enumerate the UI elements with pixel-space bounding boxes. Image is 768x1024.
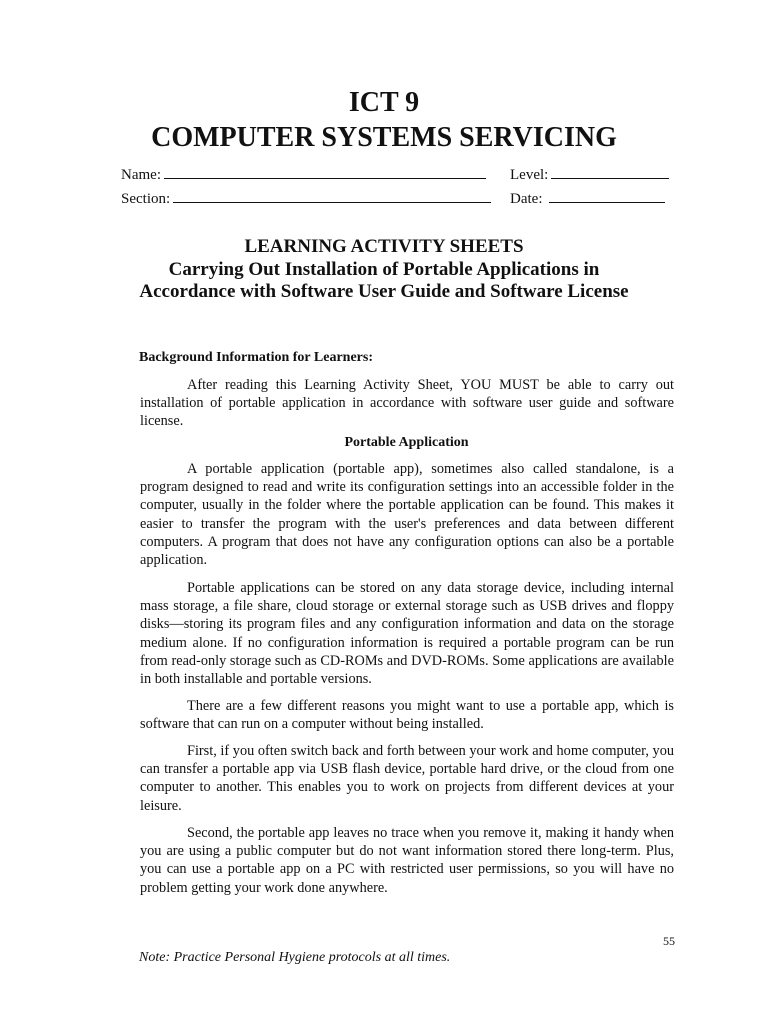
paragraph-second-reason: Second, the portable app leaves no trace when you remove it, making it handy when you are using a public computer but do not want information stored there long-term. Plus, you can use a portable app on a PC with restricted user permissions, so you will have no problem getting your work done anywhere.: [140, 825, 674, 896]
section-title: Portable Application: [344, 435, 469, 450]
background-intro-paragraph: After reading this Learning Activity Sheet, YOU MUST be able to carry out installation of portable application in accordance with software user guide and software license.: [140, 377, 674, 430]
date-field: [510, 189, 665, 208]
name-field: [121, 165, 486, 184]
document-subject: COMPUTER SYSTEMS SERVICING: [151, 122, 617, 153]
paragraph-storage: Portable applications can be stored on any data storage device, including internal mass storage, a file share, cloud storage or external storage such as USB drives and floppy disks—storing its program files and any configuration information and data on the storage medium alone. If no configuration information is required a portable program can be run from read-only storage such as CD-ROMs and DVD-ROMs. Some applications are available in both installable and portable versions.: [140, 580, 674, 688]
level-field: [510, 165, 669, 184]
activity-heading: LEARNING ACTIVITY SHEETS: [244, 236, 524, 257]
document-title: ICT 9: [348, 87, 420, 118]
level-blank-line: [551, 165, 669, 179]
section-blank-line: [173, 189, 491, 203]
background-label: Background Information for Learners:: [139, 350, 373, 365]
footer-note: Note: Practice Personal Hygiene protocols at all times.: [139, 950, 451, 965]
section-field: [121, 189, 491, 208]
activity-heading-block: [0, 236, 768, 304]
date-label: Date:: [510, 191, 543, 207]
paragraph-definition: A portable application (portable app), sometimes also called standalone, is a program designed to read and write its configuration settings into an accessible folder in the computer, usually in the folder where the portable application can be found. This makes it easier to transfer the program with the user's preferences and data between different computers. A program that does not have any configuration options can also be a portable application.: [140, 461, 674, 569]
level-label: Level:: [510, 167, 549, 183]
paragraph-reasons: There are a few different reasons you might want to use a portable app, which is software that can run on a computer without being installed.: [140, 698, 674, 733]
date-blank-line: [549, 189, 665, 203]
page-number: 55: [663, 934, 675, 948]
name-blank-line: [164, 165, 486, 179]
name-label: Name:: [121, 167, 161, 183]
activity-subtitle: Carrying Out Installation of Portable Applications in Accordance with Software User Guide and Software License: [139, 258, 629, 302]
paragraph-first-reason: First, if you often switch back and forth between your work and home computer, you can transfer a portable app via USB flash device, portable hard drive, or the cloud from one computer to another. This enables you to work on projects from different devices at your leisure.: [140, 743, 674, 814]
section-label: Section:: [121, 191, 171, 207]
